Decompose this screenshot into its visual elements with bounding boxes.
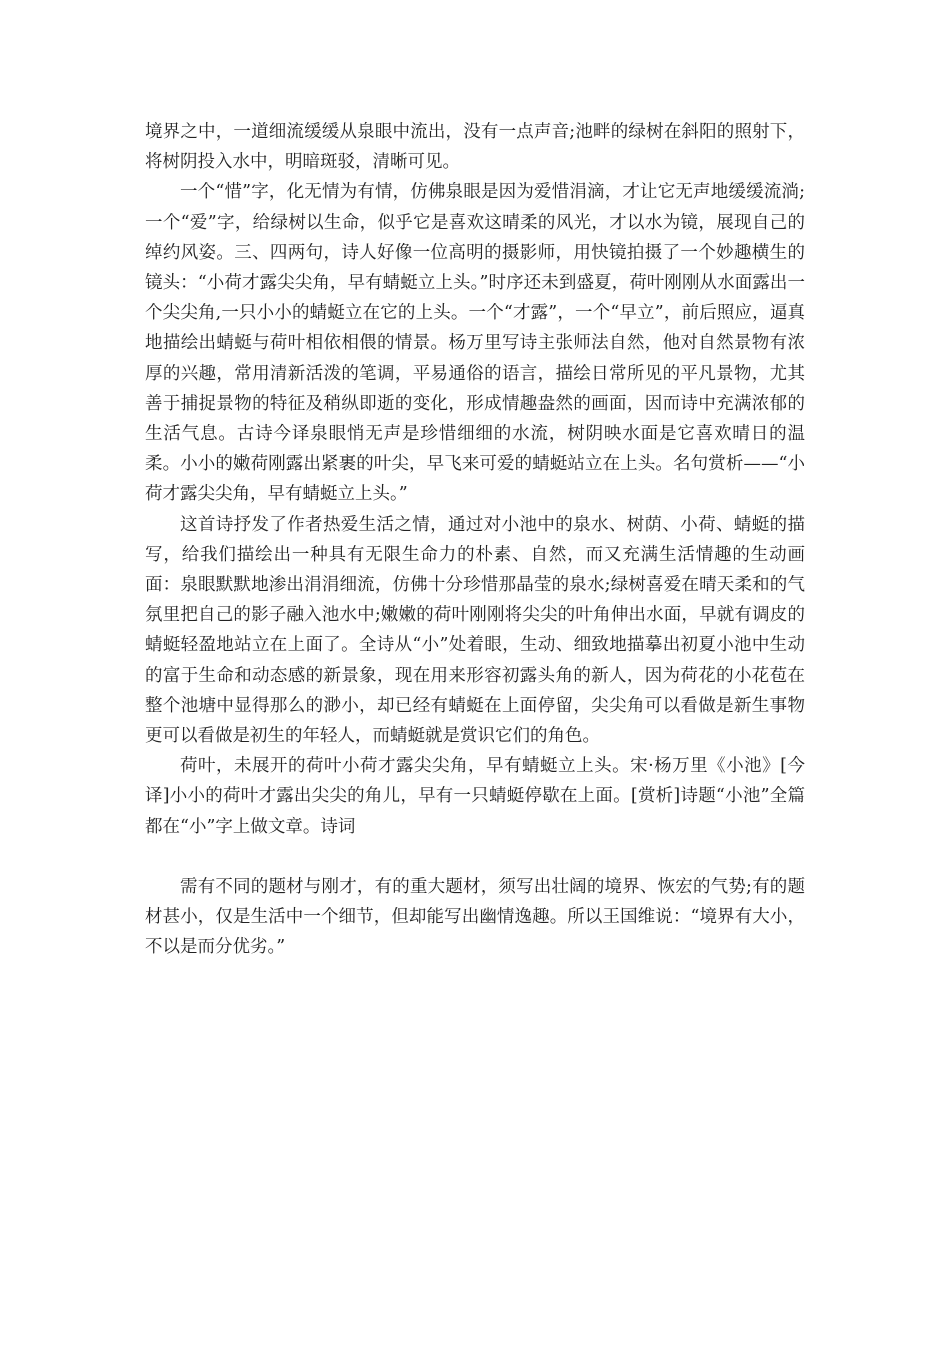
document-body	[145, 117, 805, 962]
paragraph-continuation: 境界之中，一道细流缓缓从泉眼中流出，没有一点声音;池畔的绿树在斜阳的照射下，将树阴投入水中，明暗斑驳，清晰可见。	[145, 122, 805, 173]
paragraph-theme: 这首诗抒发了作者热爱生活之情，通过对小池中的泉水、树荫、小荷、蜻蜓的描写，给我们描绘出一种具有无限生命力的朴素、自然，而又充满生活情趣的生动画面：泉眼默默地渗出涓涓细流，仿佛十分珍惜那晶莹的泉水;绿树喜爱在晴天柔和的气氛里把自己的影子融入池水中;嫩嫩的荷叶刚刚将尖尖的叶角伸出水面，早就有调皮的蜻蜓轻盈地站立在上面了。全诗从“小”处着眼，生动、细致地描摹出初夏小池中生动的富于生命和动态感的新景象，现在用来形容初露头角的新人，因为荷花的小花苞在整个池塘中显得那么的渺小，却已经有蜻蜓在上面停留，尖尖角可以看做是新生事物更可以看做是初生的年轻人，而蜻蜓就是赏识它们的角色。	[145, 514, 805, 747]
paragraph-conclusion: 需有不同的题材与刚才，有的重大题材，须写出壮阔的境界、恢宏的气势;有的题材甚小，仅是生活中一个细节，但却能写出幽情逸趣。所以王国维说：“境界有大小，不以是而分优劣。”	[145, 876, 805, 958]
paragraph-analysis: 一个“惜”字，化无情为有情，仿佛泉眼是因为爱惜涓滴，才让它无声地缓缓流淌;一个“爱”字，给绿树以生命，似乎它是喜欢这晴柔的风光，才以水为镜，展现自己的绰约风姿。三、四两句，诗人好像一位高明的摄影师，用快镜拍摄了一个妙趣横生的镜头：“小荷才露尖尖角，早有蜻蜓立上头。”时序还未到盛夏，荷叶刚刚从水面露出一个尖尖角,一只小小的蜻蜓立在它的上头。一个“才露”，一个“早立”，前后照应，逼真地描绘出蜻蜓与荷叶相依相偎的情景。杨万里写诗主张师法自然，他对自然景物有浓厚的兴趣，常用清新活泼的笔调，平易通俗的语言，描绘日常所见的平凡景物，尤其善于捕捉景物的特征及稍纵即逝的变化，形成情趣盎然的画面，因而诗中充满浓郁的生活气息。古诗今译泉眼悄无声是珍惜细细的水流，树阴映水面是它喜欢晴日的温柔。小小的嫩荷刚露出紧裹的叶尖，早飞来可爱的蜻蜓站立在上头。名句赏析——“小荷才露尖尖角，早有蜻蜓立上头。”	[145, 182, 805, 505]
paragraph-note: 荷叶，未展开的荷叶小荷才露尖尖角，早有蜻蜓立上头。宋·杨万里《小池》[今译]小小的荷叶才露出尖尖的角儿，早有一只蜻蜓停歇在上面。[赏析]诗题“小池”全篇都在“小”字上做文章。诗词	[145, 756, 805, 837]
